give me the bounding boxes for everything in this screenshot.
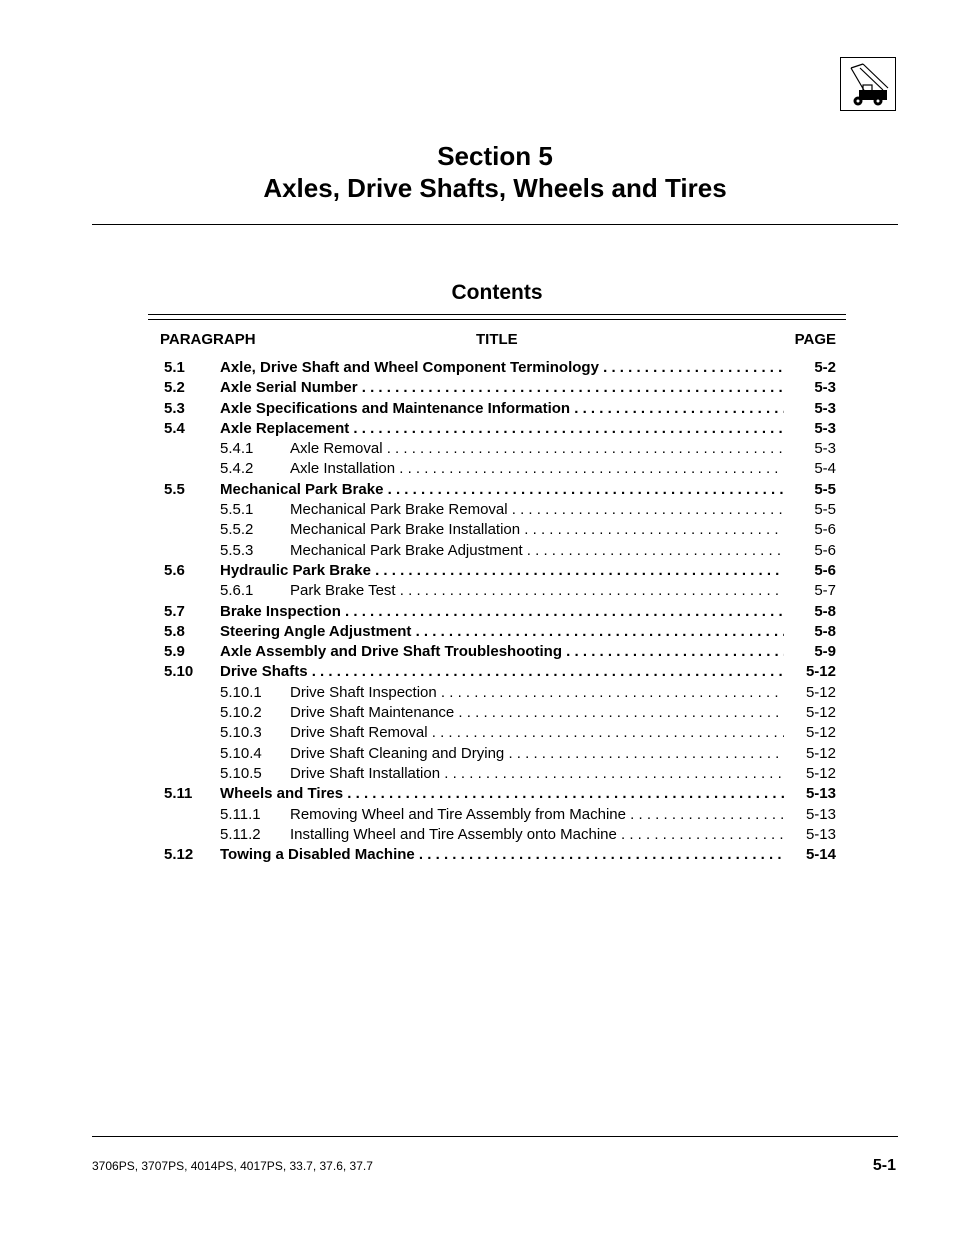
toc-entry[interactable]: [0, 439, 954, 459]
toc-entry-number: 5.1: [164, 359, 185, 376]
toc-entry-number: 5.7: [164, 602, 185, 620]
contents-divider-top: [148, 314, 846, 315]
toc-entry-page: 5-8: [814, 622, 836, 640]
toc-entry[interactable]: [0, 825, 954, 845]
toc-entry-number: 5.5.1: [220, 501, 254, 519]
toc-entry-title: Axle Serial Number . . .: [220, 378, 784, 398]
section-heading: [0, 140, 954, 204]
toc-entry-page: 5-12: [805, 764, 836, 782]
toc-entry-page: 5-12: [805, 663, 836, 681]
table-of-contents: [0, 358, 954, 865]
toc-entry-page: 5-12: [805, 724, 836, 742]
toc-entry[interactable]: [0, 703, 954, 723]
toc-entry-number: 5.4.1: [220, 440, 254, 458]
toc-entry-number: 5.12: [164, 846, 194, 864]
column-header-page: PAGE: [794, 331, 836, 348]
toc-entry-page: 5-3: [814, 379, 836, 397]
toc-entry-title: Installing Wheel and Tire Assembly onto Machine . . .: [290, 825, 784, 845]
toc-entry-number: 5.10.5: [220, 764, 262, 782]
toc-entry[interactable]: [0, 805, 954, 825]
toc-entry-title: Removing Wheel and Tire Assembly from Machine . . .: [290, 805, 784, 825]
toc-entry[interactable]: [0, 520, 954, 540]
toc-entry-number: 5.11.1: [220, 805, 261, 823]
toc-entry-title: Axle Replacement . . .: [220, 419, 784, 439]
toc-entry[interactable]: [0, 845, 954, 865]
column-header-paragraph: PARAGRAPH: [160, 331, 256, 348]
toc-entry-page: 5-2: [814, 359, 836, 376]
toc-entry-title: Axle Specifications and Maintenance Information . . .: [220, 399, 784, 419]
toc-entry-number: 5.10: [164, 663, 194, 681]
toc-entry-title: Wheels and Tires . . .: [220, 784, 784, 804]
toc-entry[interactable]: [0, 784, 954, 804]
toc-entry-number: 5.11: [164, 785, 193, 803]
toc-entry-title: Drive Shaft Cleaning and Drying . . .: [290, 744, 784, 764]
toc-entry-number: 5.6: [164, 561, 185, 579]
section-number: Section 5: [437, 141, 553, 171]
footer-divider: [92, 1136, 898, 1137]
toc-entry-title: Drive Shaft Maintenance . . .: [290, 703, 784, 723]
toc-entry-page: 5-9: [814, 643, 836, 661]
toc-entry-number: 5.2: [164, 379, 185, 397]
footer-page-number: 5-1: [872, 1157, 896, 1174]
toc-entry-number: 5.9: [164, 643, 185, 661]
toc-entry-number: 5.5.2: [220, 521, 254, 539]
toc-entry-number: 5.8: [164, 622, 185, 640]
toc-entry[interactable]: [0, 480, 954, 500]
toc-entry-page: 5-13: [805, 805, 836, 823]
toc-entry[interactable]: [0, 581, 954, 601]
toc-entry-page: 5-8: [814, 602, 836, 620]
toc-entry[interactable]: [0, 561, 954, 581]
toc-entry[interactable]: [0, 358, 954, 378]
toc-entry[interactable]: [0, 683, 954, 703]
toc-entry-title: Drive Shaft Removal . . .: [290, 723, 784, 743]
toc-entry[interactable]: [0, 541, 954, 561]
toc-entry-page: 5-13: [805, 785, 836, 803]
toc-entry[interactable]: [0, 378, 954, 398]
toc-entry-title: Axle Installation . . .: [290, 459, 784, 479]
toc-entry-page: 5-6: [814, 541, 836, 559]
toc-entry-number: 5.10.1: [220, 683, 262, 701]
toc-entry-number: 5.10.4: [220, 744, 262, 762]
column-header-title: TITLE: [476, 331, 518, 348]
toc-entry[interactable]: [0, 500, 954, 520]
toc-entry-number: 5.5: [164, 480, 185, 498]
toc-entry-title: Park Brake Test . . .: [290, 581, 784, 601]
toc-entry-number: 5.10.3: [220, 724, 262, 742]
toc-entry-number: 5.5.3: [220, 541, 254, 559]
machine-logo-icon: [840, 57, 896, 111]
toc-entry-number: 5.6.1: [220, 582, 254, 600]
toc-entry-title: Axle Assembly and Drive Shaft Troubleshooting . . .: [220, 642, 784, 662]
toc-entry[interactable]: [0, 602, 954, 622]
toc-entry-page: 5-4: [814, 460, 836, 478]
toc-entry-title: Steering Angle Adjustment . . .: [220, 622, 784, 642]
toc-entry[interactable]: [0, 662, 954, 682]
toc-entry-page: 5-3: [814, 399, 836, 417]
toc-entry[interactable]: [0, 764, 954, 784]
footer-models: 3706PS, 3707PS, 4014PS, 4017PS, 33.7, 37.6, 37.7: [92, 1159, 373, 1173]
toc-entry[interactable]: [0, 459, 954, 479]
toc-entry-title: Mechanical Park Brake . . .: [220, 480, 784, 500]
toc-entry[interactable]: [0, 622, 954, 642]
toc-entry-title: Mechanical Park Brake Removal . . .: [290, 500, 784, 520]
toc-entry-page: 5-6: [814, 521, 836, 539]
toc-entry-title: Drive Shaft Inspection . . .: [290, 683, 784, 703]
toc-entry-page: 5-14: [805, 846, 836, 864]
toc-entry-page: 5-12: [805, 704, 836, 722]
toc-entry[interactable]: [0, 399, 954, 419]
header-divider: [92, 224, 898, 225]
toc-entry[interactable]: [0, 744, 954, 764]
toc-entry-title: Mechanical Park Brake Installation . . .: [290, 520, 784, 540]
toc-entry-title: Mechanical Park Brake Adjustment . . .: [290, 541, 784, 561]
toc-entry-title: Axle, Drive Shaft and Wheel Component Terminology . . .: [220, 358, 784, 378]
toc-entry-page: 5-3: [814, 440, 836, 458]
toc-entry-page: 5-6: [814, 561, 836, 579]
toc-entry-title: Towing a Disabled Machine . . .: [220, 845, 784, 865]
toc-entry-number: 5.3: [164, 399, 185, 417]
toc-entry[interactable]: [0, 642, 954, 662]
toc-entry-page: 5-3: [814, 419, 836, 437]
toc-entry-title: Drive Shaft Installation . . .: [290, 764, 784, 784]
toc-entry[interactable]: [0, 419, 954, 439]
toc-entry-page: 5-12: [805, 744, 836, 762]
toc-entry-page: 5-5: [814, 480, 836, 498]
toc-entry-page: 5-5: [814, 501, 836, 519]
contents-title: Contents: [451, 281, 543, 304]
section-title: Axles, Drive Shafts, Wheels and Tires: [263, 173, 727, 203]
toc-entry-title: Brake Inspection . . .: [220, 602, 784, 622]
toc-entry[interactable]: [0, 723, 954, 743]
toc-entry-number: 5.10.2: [220, 704, 262, 722]
toc-entry-title: Drive Shafts . . .: [220, 662, 784, 682]
telehandler-machine-icon: [841, 58, 895, 110]
toc-entry-page: 5-13: [805, 825, 836, 843]
toc-entry-page: 5-12: [805, 683, 836, 701]
toc-entry-number: 5.4: [164, 419, 185, 437]
toc-entry-number: 5.11.2: [220, 825, 261, 843]
toc-entry-page: 5-7: [814, 582, 836, 600]
toc-entry-number: 5.4.2: [220, 460, 254, 478]
toc-entry-title: Hydraulic Park Brake . . .: [220, 561, 784, 581]
toc-entry-title: Axle Removal . . .: [290, 439, 784, 459]
contents-divider-bottom: [148, 319, 846, 320]
